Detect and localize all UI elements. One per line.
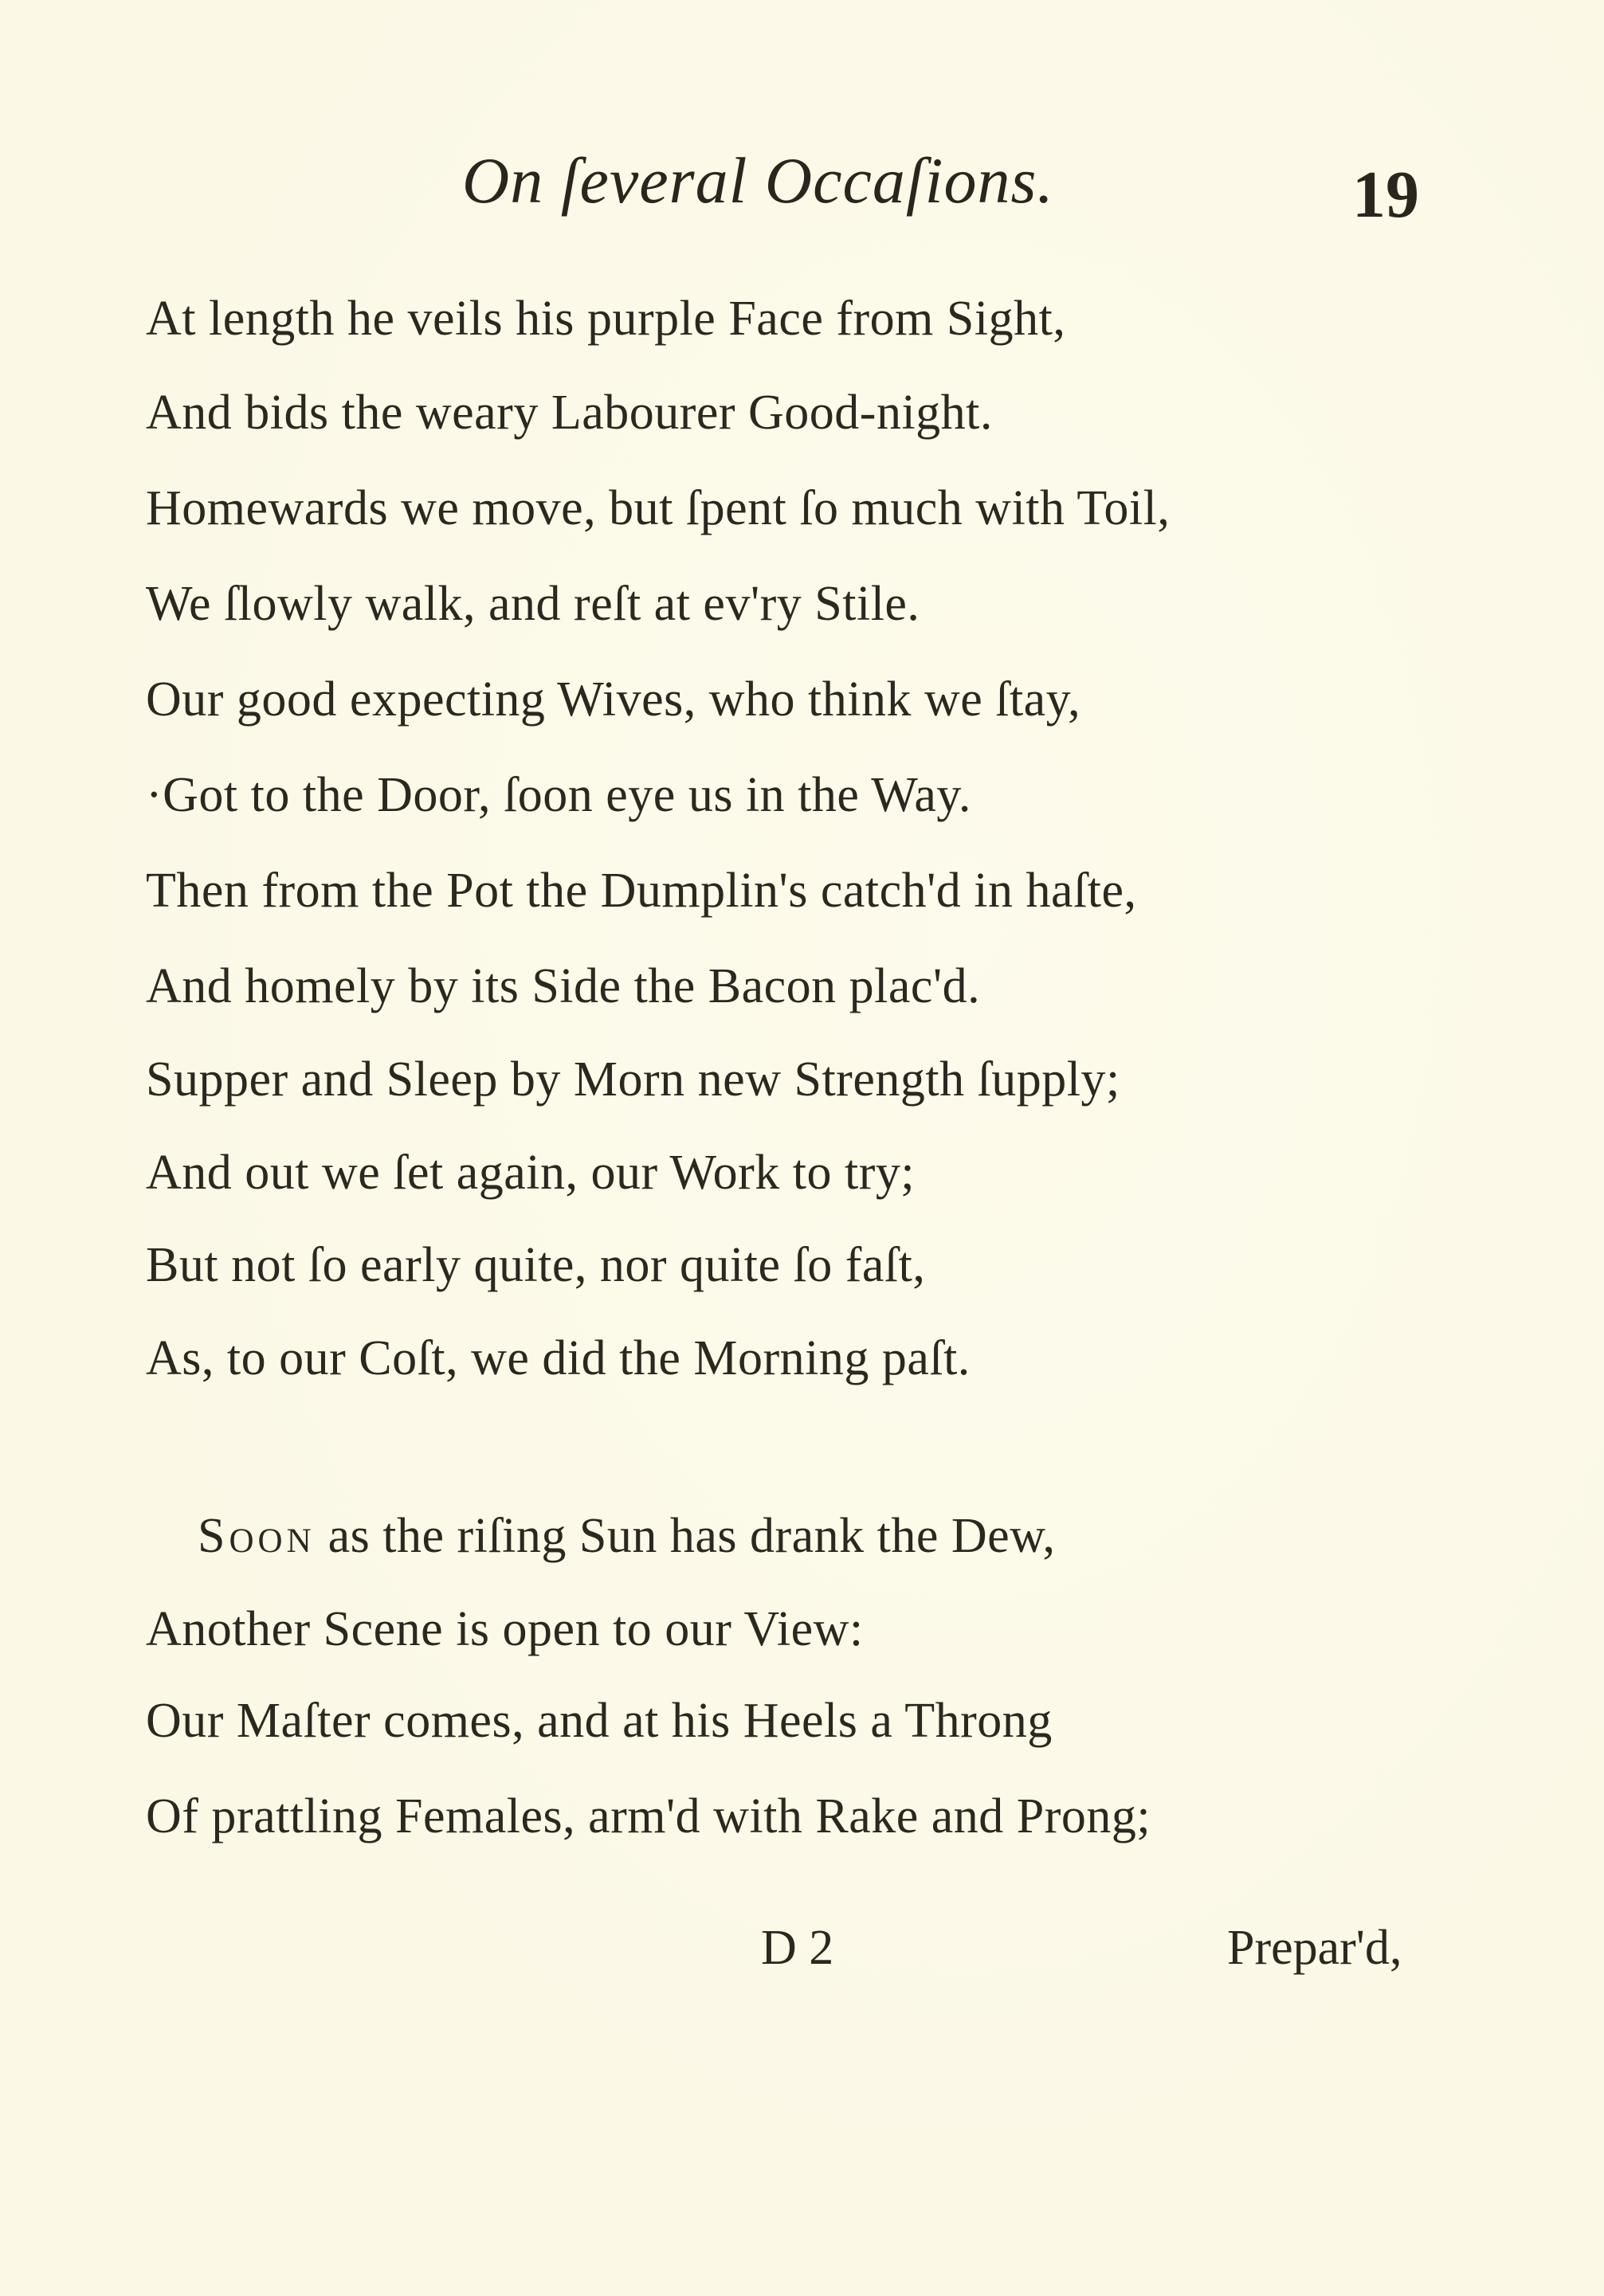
verse-line: And bids the weary Labourer Good-night.: [146, 386, 993, 440]
opening-word: Soon: [198, 1509, 316, 1563]
verse-line: Our Maſter comes, and at his Heels a Throng: [146, 1694, 1053, 1748]
verse-line: We ſlowly walk, and reſt at ev'ry Stile.: [146, 577, 920, 631]
verse-line: As, to our Coſt, we did the Morning paſt.: [146, 1331, 971, 1385]
verse-line: Another Scene is open to our View:: [146, 1602, 864, 1656]
opening-line-rest: as the riſing Sun has drank the Dew,: [315, 1509, 1056, 1563]
verse-line: At length he veils his purple Face from Sight,: [146, 292, 1066, 346]
verse-line: And out we ſet again, our Work to try;: [146, 1146, 916, 1200]
verse-line: Supper and Sleep by Morn new Strength ſupply;: [146, 1052, 1120, 1107]
verse-line: ·Got to the Door, ſoon eye us in the Way.: [146, 768, 971, 822]
page-number: 19: [1352, 158, 1419, 232]
running-title: On ſeveral Occaſions.: [462, 144, 1054, 217]
verse-line: Of prattling Females, arm'd with Rake and Prong;: [146, 1789, 1151, 1843]
signature-mark: D 2: [761, 1921, 834, 1975]
verse-line: Our good expecting Wives, who think we ſtay,: [146, 672, 1081, 727]
verse-line: Then from the Pot the Dumplin's catch'd in haſte,: [146, 864, 1137, 918]
verse-line-opening: [198, 1508, 1055, 1565]
verse-line: And homely by its Side the Bacon plac'd.: [146, 959, 981, 1013]
catchword: Prepar'd,: [1227, 1921, 1402, 1975]
verse-line: Homewards we move, but ſpent ſo much with Toil,: [146, 481, 1171, 535]
verse-line: But not ſo early quite, nor quite ſo faſt,: [146, 1238, 926, 1292]
